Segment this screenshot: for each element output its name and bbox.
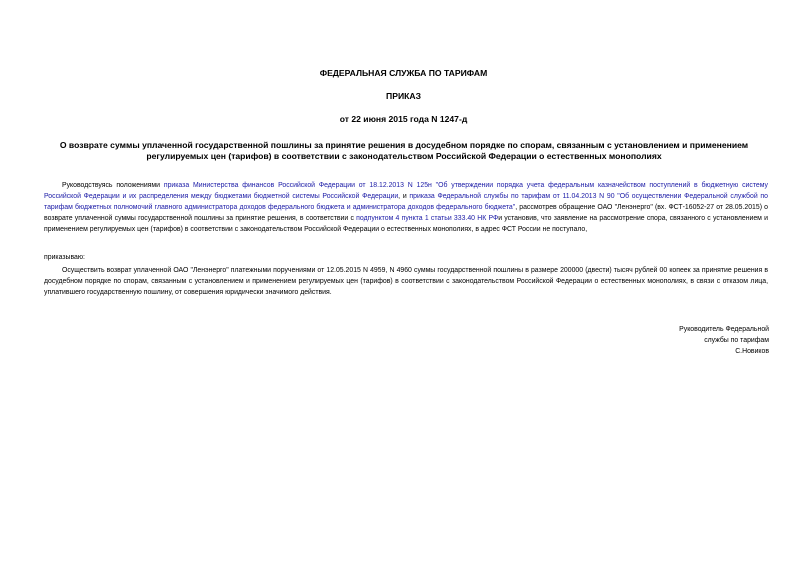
signature-block (679, 324, 769, 357)
prikazyvayu-label: приказываю: (44, 254, 85, 261)
preamble-tail: и установив, что заявление на рассмотрение спора, связанного с установлением и применением регулируемых цен (тарифов) в соответствии с законодательством Российской Федерации о естественных монополиях, в адрес ФСТ России не поступало, (44, 215, 769, 233)
preamble-intro: Руководствуясь положениями (62, 182, 164, 189)
document-title: О возврате суммы уплаченной государственной пошлины за принятие решения в досудебном порядке по спорам, связанным с установлением и применением регулируемых цен (тарифов) в соответствии с законодательством Российской Федерации о естественных монополиях (59, 140, 749, 161)
document-date-number: от 22 июня 2015 года N 1247-д (339, 114, 468, 124)
fst-order-link[interactable]: приказа Федеральной службы по тарифам от 11.04.2013 N 90 "Об осуществлении Федеральной службой по тарифам бюджетных полномочий главного администратора доходов федерального бюджета и администратора доходов федерального бюджета" (44, 193, 768, 211)
minfin-order-link[interactable]: приказа Министерства финансов Российской Федерации от 18.12.2013 N 125н "Об утверждении порядка учета федеральным казначейством поступлений в бюджетную систему Российской Федерации и их распределения между бюджетами бюджетной системы Российской Федерации (44, 182, 768, 200)
document-type: ПРИКАЗ (386, 91, 421, 101)
signature-name: С.Новиков (735, 348, 769, 355)
tax-code-link[interactable]: подпунктом 4 пункта 1 статьи 333.40 НК РФ (356, 215, 499, 222)
signature-line1: Руководитель Федеральной (679, 326, 769, 333)
preamble-paragraph (44, 180, 768, 235)
order-paragraph: Осуществить возврат уплаченной ОАО "Ленэнерго" платежными поручениями от 12.05.2015 N 4959, N 4960 суммы государственной пошлины в размере 200000 (двести) тысяч рублей 00 копеек за принятие решения в досудебном порядке по спорам, связанным с установлением и применением регулируемых цен (тарифов) в соответствии с законодательством Российской Федерации о естественных монополиях, в связи с отказом лица, уплатившего государственную пошлину, от совершения юридически значимого действия. (44, 267, 768, 296)
preamble-mid1: , и (398, 193, 410, 200)
signature-line2: службы по тарифам (704, 337, 769, 344)
preamble-mid2: , рассмотрев обращение ОАО "Ленэнерго" (вх. ФСТ-16052-27 от 28.05.2015) о возврате уплаченной суммы государственной пошлины за принятие решения, в соответствии с (44, 204, 768, 222)
agency-name: ФЕДЕРАЛЬНАЯ СЛУЖБА ПО ТАРИФАМ (319, 68, 488, 78)
